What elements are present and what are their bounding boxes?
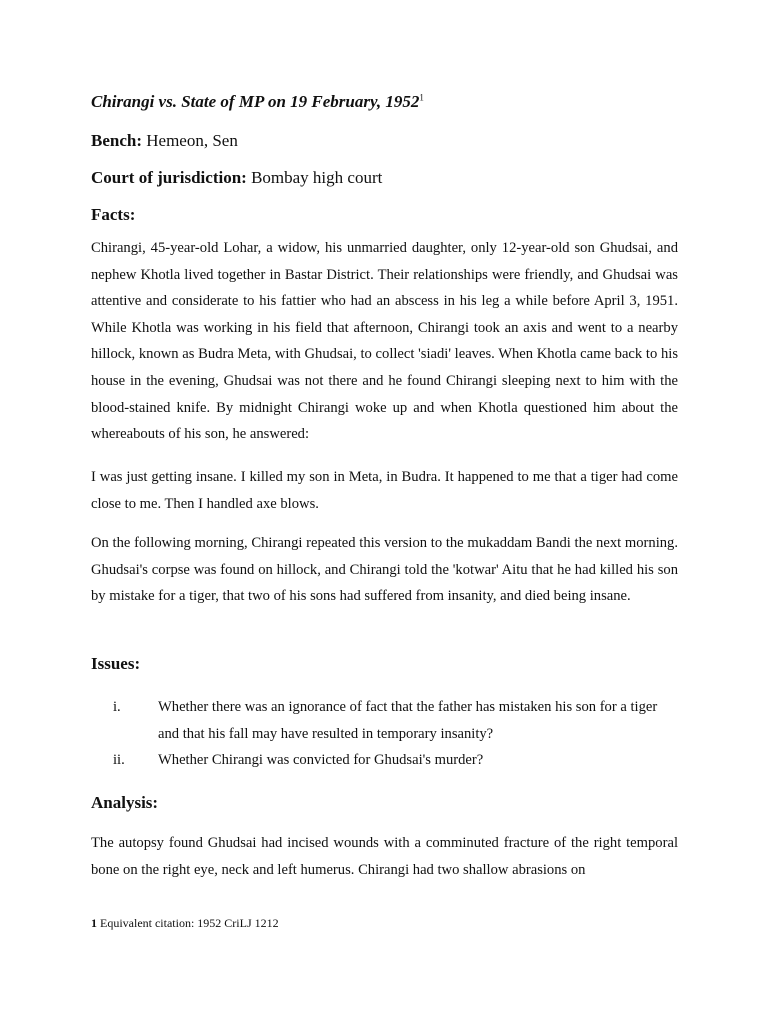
facts-paragraph-1: Chirangi, 45-year-old Lohar, a widow, his unmarried daughter, only 12-year-old son Ghudsai, and nephew Khotla lived together in Bastar District. Their relationships were friendly, and Ghudsai was attentive and considerate to his fattier who had an abscess in his leg a while before April 3, 1951. While Khotla was working in his field that afternoon, Chirangi took an axis and went to a nearby hillock, known as Budra Meta, with Ghudsai, to collect 'siadi' leaves. When Khotla came back to his house in the evening, Ghudsai was not there and he found Chirangi sleeping next to him with the blood-stained knife. By midnight Chirangi woke up and when Khotla questioned him about the whereabouts of his son, he answered: xyxy=(91,240,678,443)
issue-text: Whether there was an ignorance of fact that the father has mistaken his son for a tiger and that his fall may have resulted in temporary insanity? xyxy=(158,699,658,742)
list-item xyxy=(91,747,681,774)
list-item xyxy=(91,694,681,747)
case-title-text: Chirangi vs. State of MP on 19 February, 1952 xyxy=(91,92,420,111)
analysis-heading: Analysis: xyxy=(91,793,159,812)
footnote-number: 1 xyxy=(91,916,97,930)
court-label: Court of jurisdiction: xyxy=(91,168,247,187)
court-line xyxy=(91,168,678,188)
issues-list xyxy=(91,694,681,774)
footnote-marker: 1 xyxy=(419,92,424,103)
bench-line xyxy=(91,131,678,151)
issue-text: Whether Chirangi was convicted for Ghudsai's murder? xyxy=(158,752,484,769)
analysis-paragraph: The autopsy found Ghudsai had incised wounds with a comminuted fracture of the right temporal bone on the right eye, neck and left humerus. Chirangi had two shallow abrasions on xyxy=(91,835,678,878)
bench-label: Bench: xyxy=(91,131,142,150)
facts-paragraph-2: I was just getting insane. I killed my son in Meta, in Budra. It happened to me that a tiger had come close to me. Then I handled axe blows. xyxy=(91,469,678,512)
footnote xyxy=(91,916,279,931)
facts-heading: Facts: xyxy=(91,205,136,224)
issues-heading: Issues: xyxy=(91,654,141,673)
footnote-text: Equivalent citation: 1952 CriLJ 1212 xyxy=(100,916,279,930)
issue-number: i. xyxy=(113,699,121,715)
bench-value: Hemeon, Sen xyxy=(146,131,238,150)
case-title xyxy=(91,92,678,112)
facts-paragraph-3: On the following morning, Chirangi repeated this version to the mukaddam Bandi the next morning. Ghudsai's corpse was found on hillock, and Chirangi told the 'kotwar' Aitu that he had killed his son by mistake for a tiger, that two of his sons had suffered from insanity, and died being insane. xyxy=(91,535,678,605)
court-value: Bombay high court xyxy=(251,168,383,187)
issue-number: ii. xyxy=(113,752,125,769)
